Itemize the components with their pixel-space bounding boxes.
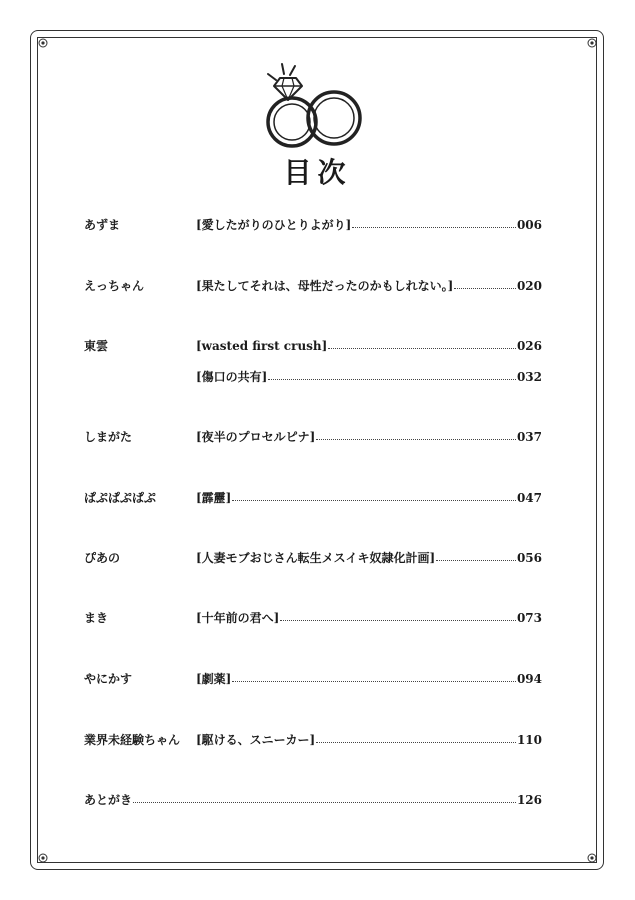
toc-entry[interactable] [84, 489, 542, 507]
author-name: 業界未経験ちゃん [84, 733, 181, 747]
page-title: 目次 [283, 156, 352, 189]
work-title: [傷口の共有] [196, 370, 268, 384]
author-name: ぱぷぱぷぱぷ [84, 491, 157, 505]
page-number: 037 [516, 430, 542, 444]
toc-entry-afterword[interactable] [84, 791, 542, 809]
page-number: 094 [516, 672, 542, 686]
dot-leader [232, 680, 516, 682]
work-title: [wasted first crush] [196, 339, 328, 353]
author-name: 東雲 [84, 339, 109, 353]
toc-entry[interactable] [84, 731, 542, 749]
dot-leader [352, 226, 516, 228]
dot-leader [316, 438, 516, 440]
page-number: 056 [516, 551, 542, 565]
toc-entry[interactable] [84, 337, 542, 355]
work-title: [果たしてそれは、母性だったのかもしれない。] [196, 279, 454, 293]
toc-entry[interactable] [84, 670, 542, 688]
work-title: [霹靂] [196, 491, 232, 505]
dot-leader [133, 801, 516, 803]
toc-entry[interactable] [84, 277, 542, 295]
afterword-label: あとがき [84, 793, 133, 807]
author-name: しまがた [84, 430, 133, 444]
dot-leader [268, 378, 516, 380]
page-number: 110 [516, 733, 542, 747]
page-number: 032 [516, 370, 542, 384]
page-number: 006 [516, 218, 542, 232]
dot-leader [328, 347, 516, 349]
toc-entry[interactable] [84, 428, 542, 446]
toc-entry[interactable] [84, 368, 542, 386]
dot-leader [232, 499, 516, 501]
work-title: [人妻モブおじさん転生メスイキ奴隷化計画] [196, 551, 436, 565]
work-title: [夜半のプロセルピナ] [196, 430, 316, 444]
work-title: [十年前の君へ] [196, 611, 280, 625]
dot-leader [436, 559, 516, 561]
author-name: まき [84, 611, 109, 625]
toc-entry[interactable] [84, 549, 542, 567]
dot-leader [280, 619, 516, 621]
page-number: 020 [516, 279, 542, 293]
page-number: 047 [516, 491, 542, 505]
author-name: やにかす [84, 672, 133, 686]
page-number: 073 [516, 611, 542, 625]
work-title: [駆ける、スニーカー] [196, 733, 316, 747]
dot-leader [316, 741, 516, 743]
toc-entry[interactable] [84, 609, 542, 627]
dot-leader [454, 287, 516, 289]
author-name: あずま [84, 218, 121, 232]
page-number: 026 [516, 339, 542, 353]
author-name: えっちゃん [84, 279, 145, 293]
work-title: [劇薬] [196, 672, 232, 686]
author-name: ぴあの [84, 551, 121, 565]
page-number: 126 [516, 793, 542, 807]
toc-entry[interactable] [84, 216, 542, 234]
work-title: [愛したがりのひとりよがり] [196, 218, 352, 232]
